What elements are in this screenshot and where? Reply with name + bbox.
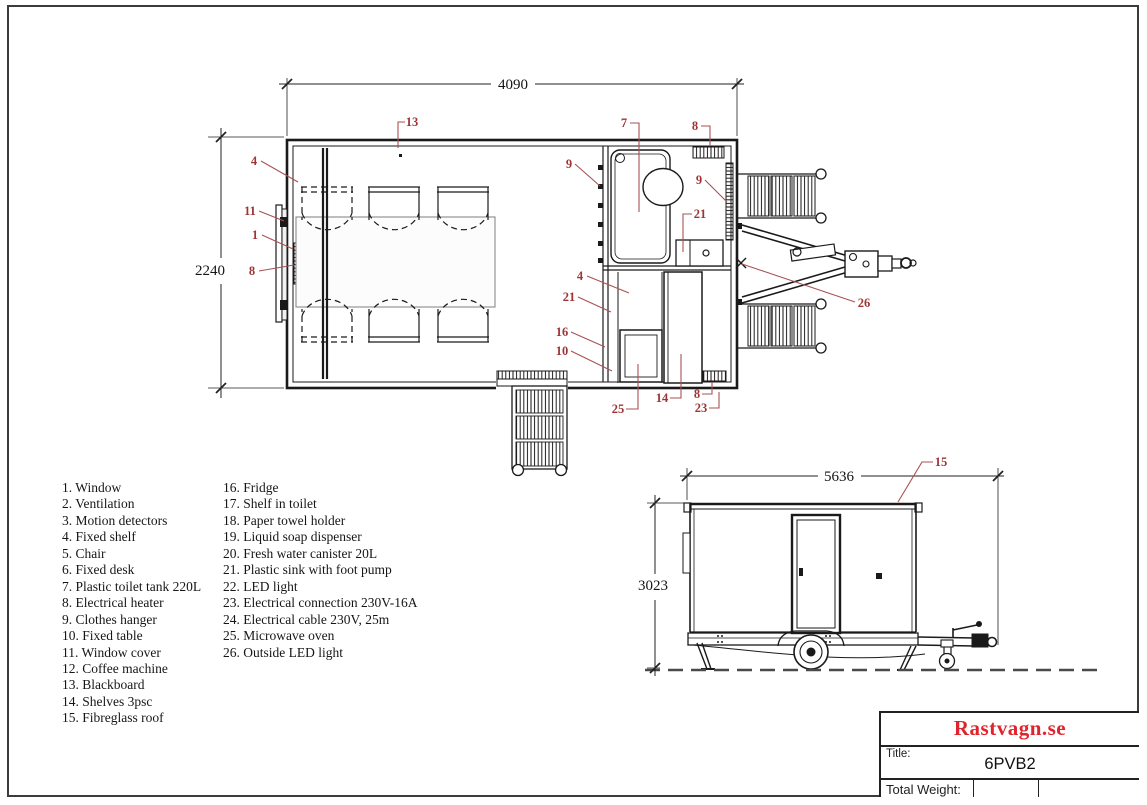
- parts-list-column-2: [223, 480, 417, 661]
- parts-list-item: 19. Liquid soap dispenser: [223, 529, 362, 545]
- parts-list-item: 25. Microwave oven: [223, 628, 335, 644]
- title-label: Title:: [886, 747, 911, 760]
- callout-13: 13: [405, 115, 419, 129]
- brand-row: [881, 713, 1139, 747]
- table: [296, 217, 495, 307]
- callout-8b: 8: [691, 119, 699, 133]
- dim-side-height: [638, 495, 688, 676]
- window-and-cover: [276, 205, 287, 322]
- parts-list-item: 4. Fixed shelf: [62, 529, 136, 545]
- plan-width-dim: 4090: [498, 77, 528, 93]
- drawbar-hitch-side: [918, 621, 997, 669]
- callout-7: 7: [620, 116, 628, 130]
- callout-23: 23: [694, 401, 708, 415]
- parts-list-item: 10. Fixed table: [62, 628, 143, 644]
- floor-plan: [276, 140, 916, 476]
- total-weight-label: Total Weight:: [881, 780, 974, 797]
- callout-16: 16: [555, 325, 569, 339]
- side-view: [645, 503, 1105, 670]
- parts-list-item: 6. Fixed desk: [62, 562, 135, 578]
- blackboard-mark: [399, 154, 402, 157]
- parts-list-item: 3. Motion detectors: [62, 512, 168, 528]
- callout-4b: 4: [576, 269, 584, 283]
- parts-list-item: 11. Window cover: [62, 644, 161, 660]
- callout-26: 26: [857, 296, 871, 310]
- parts-list-item: 14. Shelves 3psc: [62, 693, 153, 709]
- callout-21b: 21: [562, 290, 576, 304]
- heater-kitchen: [703, 371, 726, 381]
- parts-list-item: 17. Shelf in toilet: [223, 496, 317, 512]
- parts-list-item: 1. Window: [62, 480, 122, 495]
- callout-14: 14: [655, 391, 669, 405]
- side-door: [792, 515, 840, 633]
- parts-list-item: 16. Fridge: [223, 480, 279, 495]
- title-row: [881, 747, 1139, 780]
- parts-list-item: 5. Chair: [62, 545, 106, 561]
- dim-plan-length: [279, 77, 744, 136]
- parts-list-item: 18. Paper towel holder: [223, 512, 346, 528]
- side-length-dim: 5636: [824, 469, 854, 485]
- side-height-dim: 3023: [638, 578, 668, 594]
- parts-list-item: 24. Electrical cable 230V, 25m: [223, 611, 390, 627]
- parts-list-item: 8. Electrical heater: [62, 595, 164, 611]
- microwave: [620, 330, 662, 382]
- parts-list-column-1: [62, 480, 201, 727]
- parts-list-item: 7. Plastic toilet tank 220L: [62, 578, 202, 594]
- parts-list-item: 20. Fresh water canister 20L: [223, 545, 378, 561]
- callout-8: 8: [248, 264, 256, 278]
- parts-list-item: 13. Blackboard: [62, 677, 145, 693]
- entrance-steps: [496, 371, 568, 476]
- plan-height-dim: 2240: [195, 263, 225, 279]
- callout-21: 21: [693, 207, 707, 221]
- parts-list-item: 12. Coffee machine: [62, 660, 168, 676]
- callout-25: 25: [611, 402, 625, 416]
- callout-4: 4: [250, 154, 258, 168]
- rear-steps-top: [737, 169, 826, 223]
- shelves-unit: [664, 272, 702, 383]
- parts-list-item: 26. Outside LED light: [223, 644, 343, 660]
- weight-value-cell: [974, 780, 1039, 797]
- weight-unit-cell: [1039, 780, 1139, 797]
- parts-list-item: 23. Electrical connection 230V-16A: [223, 595, 418, 611]
- callout-11: 11: [244, 204, 256, 218]
- parts-list-item: 22. LED light: [223, 578, 298, 594]
- callout-8c: 8: [693, 387, 701, 401]
- title-value: 6PVB2: [984, 754, 1036, 773]
- callout-10: 10: [555, 344, 569, 358]
- weight-row: [881, 780, 1139, 797]
- parts-list-item: 15. Fibreglass roof: [62, 710, 164, 726]
- parts-list-item: 9. Clothes hanger: [62, 611, 157, 627]
- dim-side-length: [680, 468, 1004, 645]
- heater-toilet: [693, 147, 724, 158]
- callout-1: 1: [251, 228, 259, 242]
- callout-9b: 9: [695, 173, 703, 187]
- title-block: [879, 711, 1139, 797]
- rear-steps-bottom: [737, 299, 826, 353]
- parts-list-item: 2. Ventilation: [62, 496, 135, 512]
- parts-list-item: 21. Plastic sink with foot pump: [223, 562, 392, 578]
- callout-9: 9: [565, 157, 573, 171]
- dim-plan-height: [195, 128, 284, 398]
- brand-logo: Rastvagn.se: [953, 716, 1067, 741]
- callout-15: 15: [934, 455, 948, 469]
